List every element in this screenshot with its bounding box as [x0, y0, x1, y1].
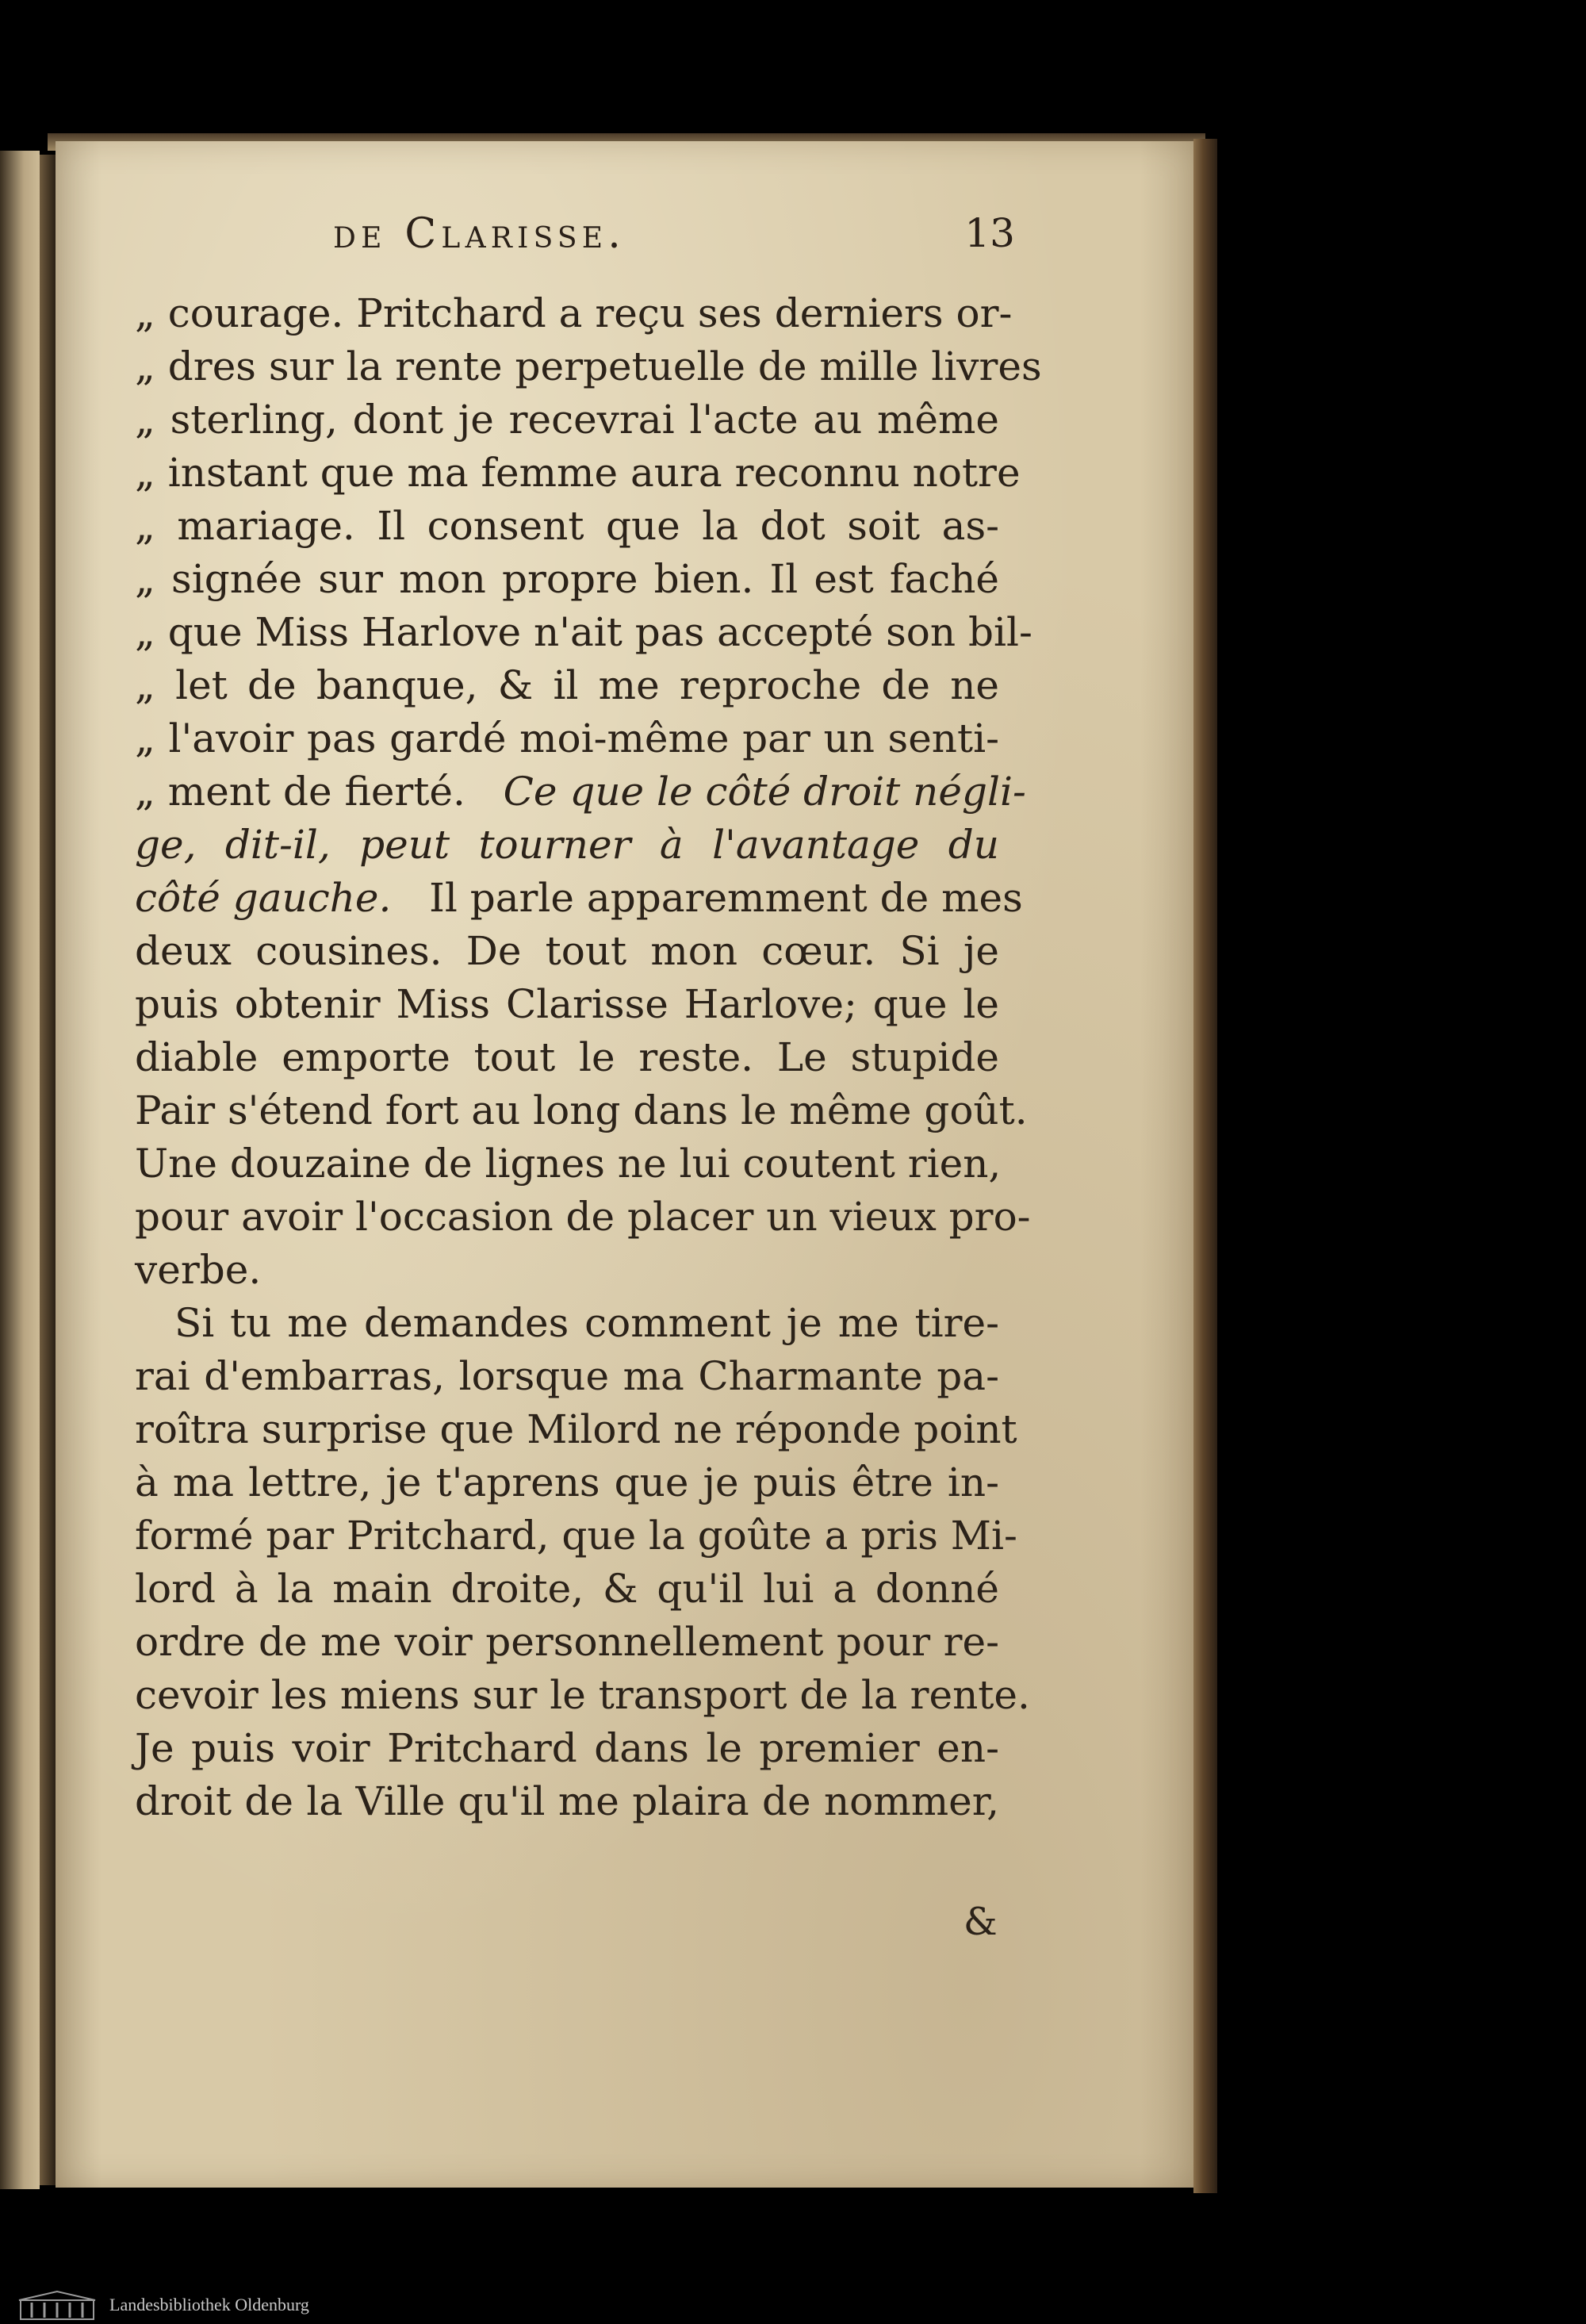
text-line: „ l'avoir pas gardé moi-même par un senti- [135, 715, 999, 761]
text-line: „ let de banque, & il me reproche de ne [135, 662, 999, 708]
facing-page-edge [0, 151, 40, 2189]
catchword: & [963, 1900, 998, 1944]
running-title: de Clarisse. [333, 210, 626, 258]
book-gutter [40, 155, 56, 2185]
library-building-icon [17, 2289, 97, 2321]
text-line: lord à la main droite, & qu'il lui a donné [135, 1566, 999, 1612]
text-line: „ dres sur la rente perpetuelle de mille livres [135, 343, 1042, 389]
running-header [333, 210, 1015, 266]
italic-quote-line: ge, dit-il, peut tourner à l'avantage du [135, 822, 999, 868]
text-line: formé par Pritchard, que la goûte a pris Mi- [135, 1513, 1017, 1559]
italic-quote: côté gauche. [135, 875, 392, 921]
text-line [135, 765, 1026, 819]
text-line: „ signée sur mon propre bien. Il est faché [135, 556, 999, 602]
text-line: Je puis voir Pritchard dans le premier en- [135, 1725, 999, 1771]
text-line: diable emporte tout le reste. Le stupide [135, 1034, 999, 1080]
text-line: „ instant que ma femme aura reconnu notre [135, 450, 1021, 496]
text-line: droit de la Ville qu'il me plaira de nommer, [135, 1778, 999, 1824]
body-text [135, 287, 1042, 1828]
page-number: 13 [964, 210, 1015, 256]
text-line: „ sterling, dont je recevrai l'acte au même [135, 397, 999, 443]
text-line: Une douzaine de lignes ne lui coutent rien, [135, 1141, 1002, 1187]
italic-quote: Ce que le côté droit négli- [503, 769, 1026, 815]
page-fore-edge [1193, 139, 1217, 2193]
text-line: „ courage. Pritchard a reçu ses derniers or- [135, 290, 1013, 336]
text-segment: Il parle apparemment de mes [429, 875, 1023, 921]
text-line: deux cousines. De tout mon cœur. Si je [135, 928, 999, 974]
text-line [135, 872, 1023, 925]
text-line: verbe. [135, 1247, 262, 1293]
text-line: ordre de me voir personnellement pour re- [135, 1619, 999, 1665]
text-line: rai d'embarras, lorsque ma Charmante pa- [135, 1353, 999, 1399]
text-line: à ma lettre, je t'aprens que je puis être in- [135, 1459, 999, 1505]
text-line: pour avoir l'occasion de placer un vieux pro- [135, 1194, 1031, 1240]
text-line: „ mariage. Il consent que la dot soit as- [135, 503, 999, 549]
text-line: Si tu me demandes comment je me tire- [174, 1300, 999, 1346]
text-segment: „ ment de fierté. [135, 769, 465, 815]
text-line: cevoir les miens sur le transport de la rente. [135, 1672, 1030, 1718]
text-line: Pair s'étend fort au long dans le même goût. [135, 1087, 1028, 1133]
text-line: roîtra surprise que Milord ne réponde point [135, 1406, 1017, 1452]
text-line: puis obtenir Miss Clarisse Harlove; que le [135, 981, 999, 1027]
text-line: „ que Miss Harlove n'ait pas accepté son bil- [135, 609, 1032, 655]
library-name: Landesbibliothek Oldenburg [109, 2295, 309, 2314]
